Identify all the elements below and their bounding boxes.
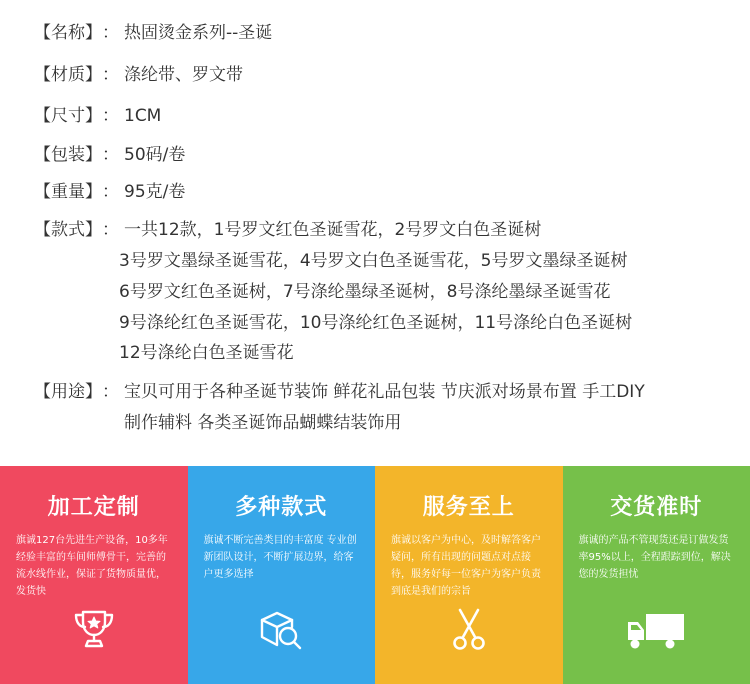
spec-colon: ： bbox=[102, 145, 119, 165]
spec-value-material: 涤纶带、罗文带 bbox=[124, 65, 243, 85]
styles-line: 3号罗文墨绿圣诞雪花，4号罗文白色圣诞雪花，5号罗文墨绿圣诞树 bbox=[119, 251, 628, 271]
spec-label-weight: 【重量】 bbox=[34, 182, 102, 202]
spec-label-usage: 【用途】 bbox=[34, 382, 102, 402]
scissors-icon bbox=[446, 606, 492, 652]
spec-label-styles: 【款式】 bbox=[34, 220, 102, 240]
box-search-icon bbox=[258, 606, 304, 652]
spec-value-name: 热固烫金系列--圣诞 bbox=[124, 23, 273, 43]
spec-colon: ： bbox=[102, 220, 119, 240]
feature-title: 加工定制 bbox=[47, 495, 140, 520]
feature-desc: 旗诚的产品不管现货还是订做发货率95%以上，全程跟踪到位，解决您的发货担忧 bbox=[578, 535, 731, 580]
styles-line: 一共12款，1号罗文红色圣诞雪花，2号罗文白色圣诞树 bbox=[124, 220, 542, 240]
feature-desc: 旗诚127台先进生产设备，10多年经验丰富的车间师傅骨干，完善的流水线作业，保证了货物质量优，发货快 bbox=[16, 535, 168, 597]
feature-card-custom bbox=[0, 466, 188, 684]
trophy-icon bbox=[71, 606, 117, 652]
feature-banner bbox=[0, 466, 750, 684]
feature-card-styles bbox=[188, 466, 376, 684]
feature-card-service bbox=[375, 466, 563, 684]
styles-line: 12号涤纶白色圣诞雪花 bbox=[119, 343, 294, 363]
truck-icon bbox=[626, 606, 686, 652]
feature-title: 服务至上 bbox=[422, 495, 515, 520]
feature-card-delivery bbox=[563, 466, 750, 684]
spec-label-name: 【名称】 bbox=[34, 23, 102, 43]
feature-title: 交货准时 bbox=[610, 495, 703, 520]
spec-colon: ： bbox=[102, 23, 119, 43]
spec-colon: ： bbox=[102, 182, 119, 202]
spec-label-package: 【包装】 bbox=[34, 145, 102, 165]
spec-label-material: 【材质】 bbox=[34, 65, 102, 85]
spec-value-size: 1CM bbox=[124, 106, 162, 126]
spec-colon: ： bbox=[102, 382, 119, 402]
spec-value-weight: 95克/卷 bbox=[124, 182, 186, 202]
spec-colon: ： bbox=[102, 106, 119, 126]
styles-line: 9号涤纶红色圣诞雪花，10号涤纶红色圣诞树，11号涤纶白色圣诞树 bbox=[119, 313, 633, 333]
usage-line: 制作辅料 各类圣诞饰品蝴蝶结装饰用 bbox=[124, 413, 402, 433]
feature-desc: 旗诚以客户为中心，及时解答客户疑问，所有出现的问题点对点接待，服务好每一位客户为客户负责到底是我们的宗旨 bbox=[391, 535, 541, 597]
feature-desc: 旗诚不断完善类目的丰富度 专业创新团队设计，不断扩展边界，给客户更多选择 bbox=[203, 535, 357, 580]
spec-value-package: 50码/卷 bbox=[124, 145, 186, 165]
usage-line: 宝贝可用于各种圣诞节装饰 鲜花礼品包装 节庆派对场景布置 手工DIY bbox=[124, 382, 645, 402]
spec-label-size: 【尺寸】 bbox=[34, 106, 102, 126]
spec-colon: ： bbox=[102, 65, 119, 85]
styles-line: 6号罗文红色圣诞树，7号涤纶墨绿圣诞树，8号涤纶墨绿圣诞雪花 bbox=[119, 282, 611, 302]
feature-title: 多种款式 bbox=[235, 495, 328, 520]
